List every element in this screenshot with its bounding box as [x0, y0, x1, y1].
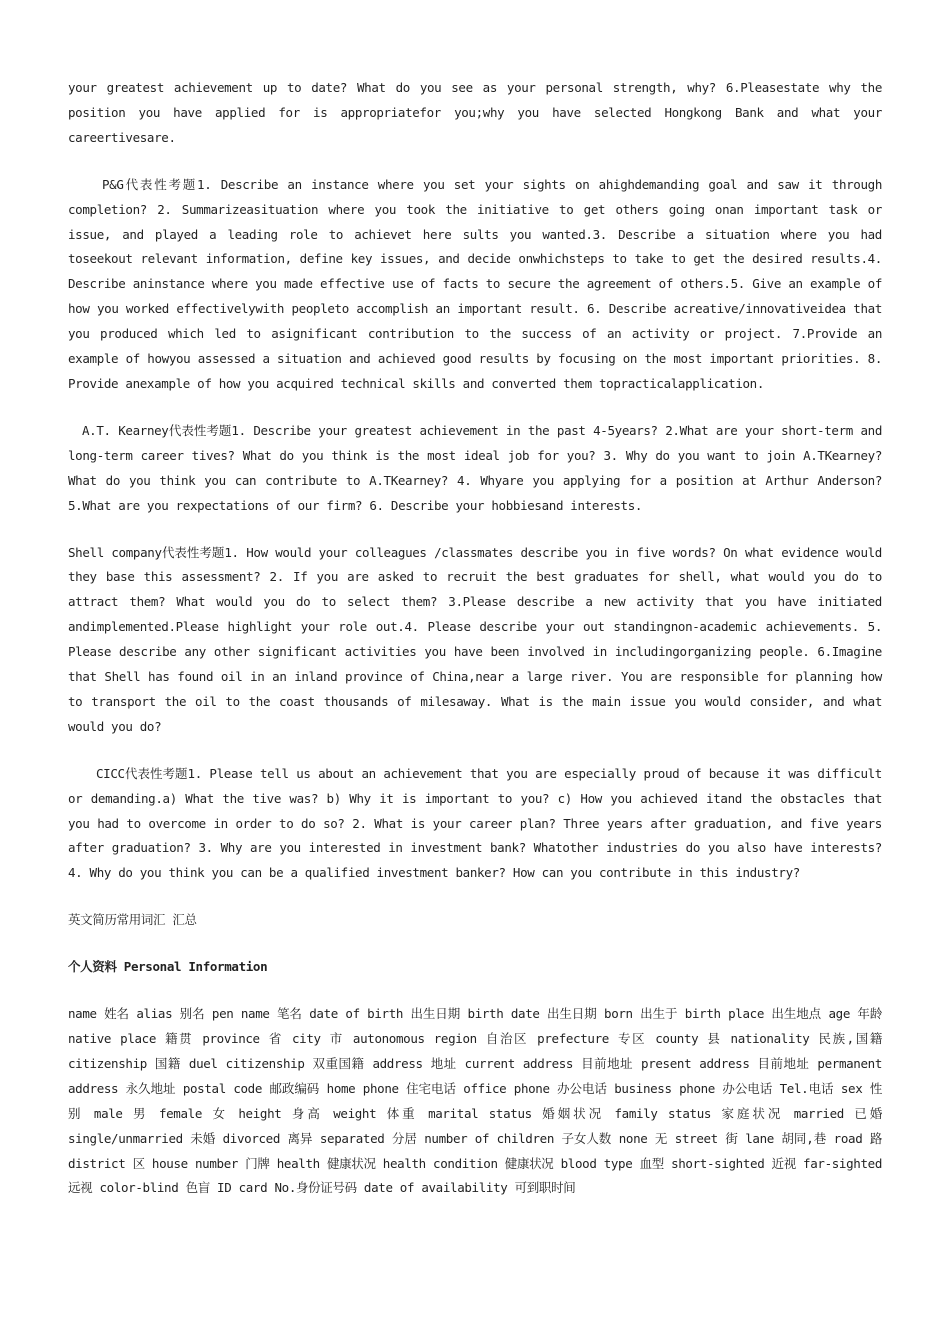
document-page	[68, 76, 882, 1223]
vocabulary-heading: 英文简历常用词汇 汇总	[68, 912, 197, 928]
shell-questions-paragraph: Shell company代表性考题1. How would your colleagues /classmates describe you in five words? On what evidence would they base this assessment? 2. If you are asked to recruit the best graduates for shell, what would you do to attract them? What would you do to select them? 3.Please describe a new activity that you have initiated andimplemented.Please highlight your role out.4. Please describe your out standingnon-academic achievements. 5. Please describe any other significant activities you have been involved in includingorganizing people. 6.Imagine that Shell has found oil in an inland province of China,near a large river. You are responsible for planning how to transport the oil to the coast thousands of milesaway. What is the main issue you would consider, and what would you do?	[68, 544, 882, 734]
personal-information-heading: 个人资料 Personal Information	[68, 959, 268, 975]
cicc-questions-paragraph: CICC代表性考题1. Please tell us about an achievement that you are especially proud of because it was difficult or demanding.a) What the tive was? b) Why it is important to you? c) How you achieved itand the obstacles that you had to overcome in order to do so? 2. What is your career plan? Three years after graduation, and five years after graduation? 3. Why are you interested in investment bank? Whatother industries do you also have interests? 4. Why do you think you can be a qualified investment banker? How can you contribute in this industry?	[68, 765, 882, 881]
pg-questions-paragraph: P&G代表性考题1. Describe an instance where you set your sights on ahighdemanding goal and saw it through completion? 2. Summarizeasituation where you took the initiative to get others going onan important task or issue, and played a leading role to achievet here sults you wanted.3. Describe a situation where you had toseekout relevant information, define key issues, and decide onwhichsteps to take to get the desired results.4. Describe aninstance where you made effective use of facts to secure the agreement of others.5. Give an example of how you worked effectivelywith peopleto accomplish an important result. 6. Describe acreative/innovativeidea that you produced which led to asignificant contribution to the success of an activity or project. 7.Provide an example of howyou assessed a situation and achieved good results by focusing on the most important priorities. 8. Provide anexample of how you acquired technical skills and converted them topracticalapplication.	[68, 176, 882, 391]
intro-paragraph: your greatest achievement up to date? What do you see as your personal strength, why? 6.Pleasestate why the position you have applied for is appropriatefor you;why you have selected Hongkong Bank and what your careertivesare.	[68, 80, 882, 145]
vocabulary-paragraph: name 姓名 alias 别名 pen name 笔名 date of birth 出生日期 birth date 出生日期 born 出生于 birth place 出生地点 age 年龄 native place 籍贯 province 省 city 市 autonomous region 自治区 prefecture 专区 county 县 nationality 民族,国籍 citizenship 国籍 duel citizenship 双重国籍 address 地址 current address 目前地址 present address 目前地址 permanent address 永久地址 postal code 邮政编码 home phone 住宅电话 office phone 办公电话 business phone 办公电话 Tel.电话 sex 性别 male 男 female 女 height 身高 weight 体重 marital status 婚姻状况 family status 家庭状况 married 已婚 single/unmarried 未婚 divorced 离异 separated 分居 number of children 子女人数 none 无 street 街 lane 胡同,巷 road 路 district 区 house number 门牌 health 健康状况 health condition 健康状况 blood type 血型 short-sighted 近视 far-sighted 远视 color-blind 色盲 ID card No.身份证号码 date of availability 可到职时间	[68, 1006, 882, 1196]
atkearney-questions-paragraph: A.T. Kearney代表性考题1. Describe your greatest achievement in the past 4-5years? 2.What are your short-term and long-term career tives? What do you think is the most ideal job for you? 3. Why do you want to join A.TKearney? What do you think you can contribute to A.TKearney? 4. Whyare you applying for a position at Arthur Anderson? 5.What are you rexpectations of our firm? 6. Describe your hobbiesand interests.	[68, 422, 882, 513]
